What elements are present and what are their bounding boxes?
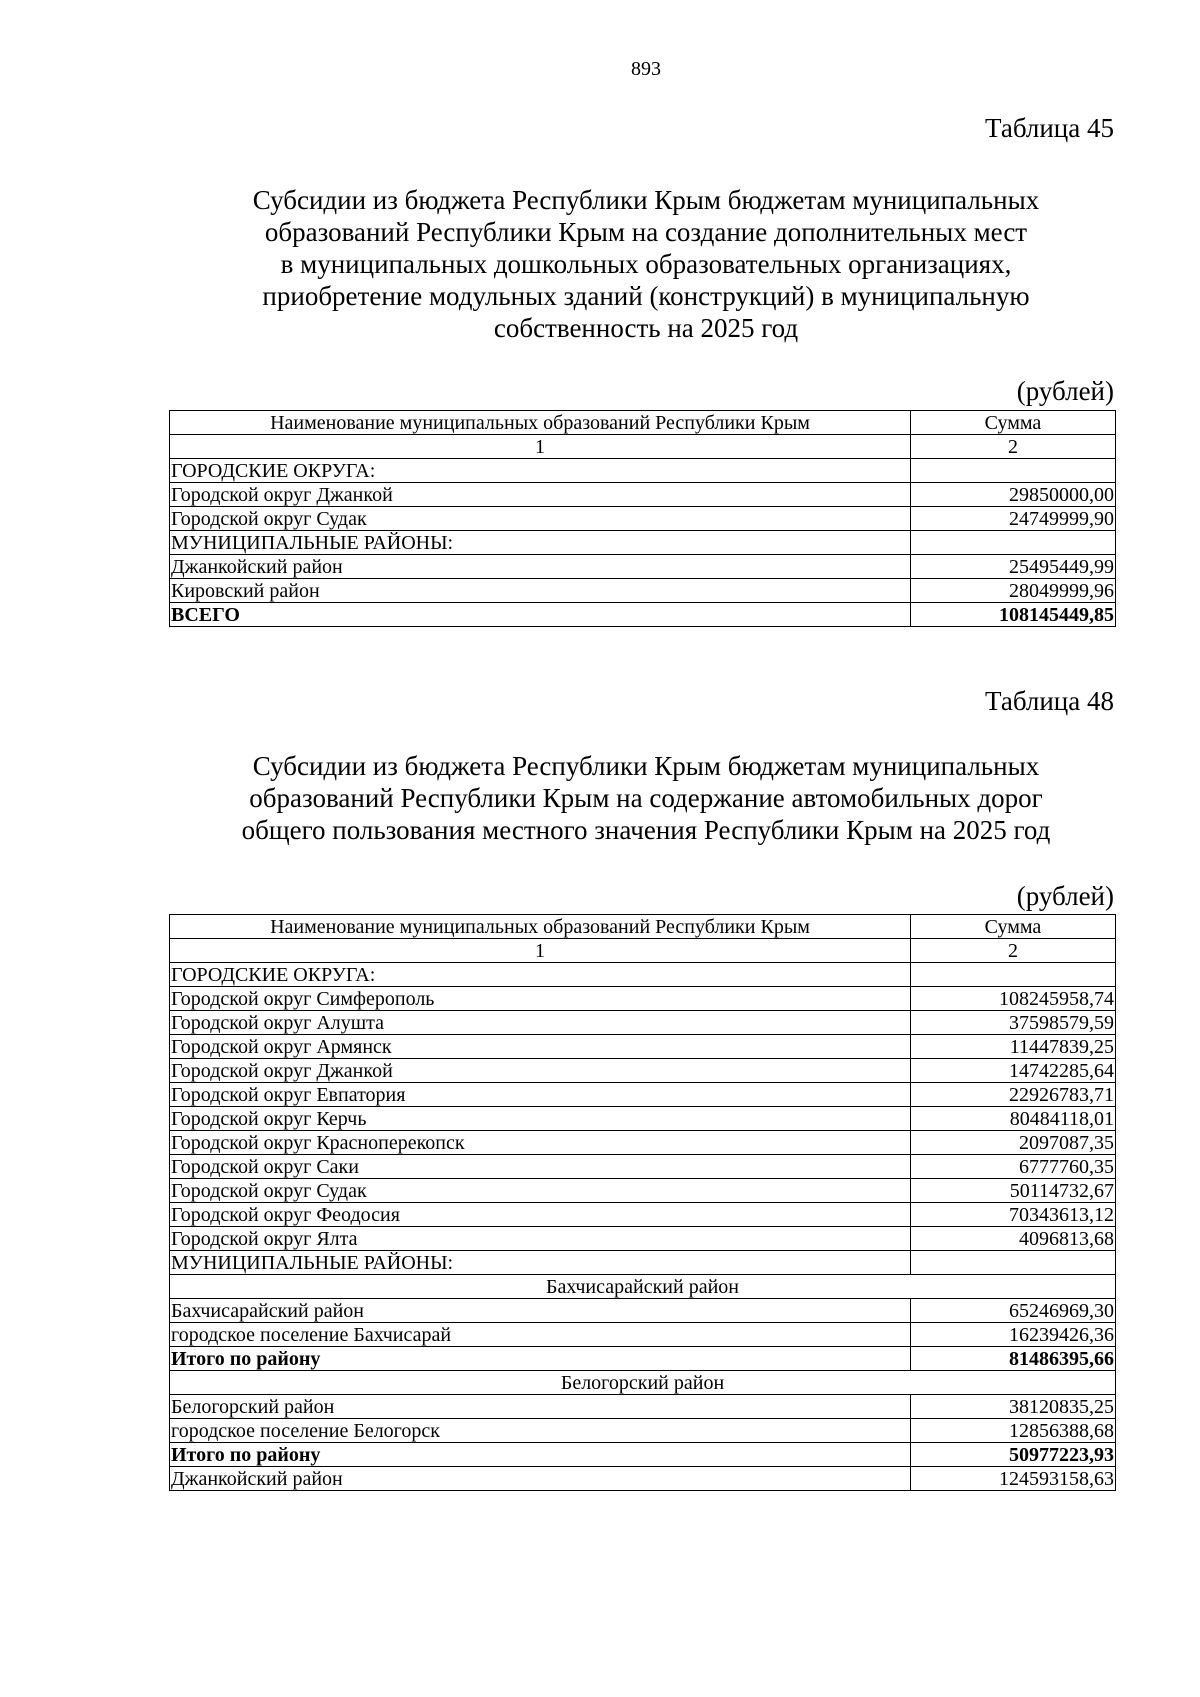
row-name: Городской округ Симферополь: [170, 987, 911, 1011]
table-row: [170, 483, 1116, 507]
column-number: 2: [911, 939, 1116, 963]
table-45-units: (рублей): [1016, 376, 1114, 406]
table-48-label: Таблица 48: [985, 686, 1114, 716]
table-45: [169, 410, 1116, 627]
total-row: [170, 603, 1116, 627]
row-name: Городской округ Джанкой: [170, 1059, 911, 1083]
row-name: городское поселение Белогорск: [170, 1419, 911, 1443]
district-total-row: [170, 1443, 1116, 1467]
header-sum: Сумма: [911, 915, 1116, 939]
district-heading: Бахчисарайский район: [170, 1275, 1116, 1299]
section-heading: МУНИЦИПАЛЬНЫЕ РАЙОНЫ:: [170, 1251, 911, 1275]
table-row: [170, 459, 1116, 483]
title-line: образований Республики Крым на создание дополнительных мест: [264, 217, 1028, 247]
row-sum: 124593158,63: [911, 1467, 1116, 1491]
row-sum: 108245958,74: [911, 987, 1116, 1011]
row-sum: 80484118,01: [911, 1107, 1116, 1131]
title-line: в муниципальных дошкольных образовательных организациях,: [280, 249, 1012, 279]
row-sum: 4096813,68: [911, 1227, 1116, 1251]
row-sum: 65246969,30: [911, 1299, 1116, 1323]
row-name: Джанкойский район: [170, 555, 911, 579]
table-row: [170, 1203, 1116, 1227]
table-row: [170, 555, 1116, 579]
district-heading-row: [170, 1275, 1116, 1299]
table-45-label: Таблица 45: [985, 113, 1114, 143]
row-sum: 14742285,64: [911, 1059, 1116, 1083]
row-name: Городской округ Керчь: [170, 1107, 911, 1131]
district-total-row: [170, 1347, 1116, 1371]
title-line: Субсидии из бюджета Республики Крым бюджетам муниципальных: [252, 751, 1040, 781]
row-name: Городской округ Судак: [170, 1179, 911, 1203]
total-label: Итого по району: [170, 1347, 911, 1371]
page-number: 893: [631, 58, 661, 80]
column-number: 1: [170, 939, 911, 963]
title-line: приобретение модульных зданий (конструкций) в муниципальную: [262, 281, 1030, 311]
column-number: 2: [911, 435, 1116, 459]
table-row: [170, 1059, 1116, 1083]
total-sum: 108145449,85: [911, 603, 1116, 627]
total-label: Итого по району: [170, 1443, 911, 1467]
table-row: [170, 1323, 1116, 1347]
row-sum: 28049999,96: [911, 579, 1116, 603]
row-name: Городской округ Джанкой: [170, 483, 911, 507]
column-number: 1: [170, 435, 911, 459]
column-numbering-row: [170, 939, 1116, 963]
row-sum: 24749999,90: [911, 507, 1116, 531]
row-name: Белогорский район: [170, 1395, 911, 1419]
table-row: [170, 1419, 1116, 1443]
row-name: Городской округ Ялта: [170, 1227, 911, 1251]
table-header-row: [170, 915, 1116, 939]
row-name: Городской округ Саки: [170, 1155, 911, 1179]
empty-cell: [911, 1251, 1116, 1275]
table-48-title: [168, 750, 1124, 846]
row-sum: 29850000,00: [911, 483, 1116, 507]
row-sum: 22926783,71: [911, 1083, 1116, 1107]
header-name: Наименование муниципальных образований Республики Крым: [170, 915, 911, 939]
row-sum: 6777760,35: [911, 1155, 1116, 1179]
empty-cell: [911, 963, 1116, 987]
row-name: Городской округ Красноперекопск: [170, 1131, 911, 1155]
table-row: [170, 579, 1116, 603]
row-name: Кировский район: [170, 579, 911, 603]
table-row: [170, 1299, 1116, 1323]
table-row: [170, 1155, 1116, 1179]
row-name: Городской округ Евпатория: [170, 1083, 911, 1107]
row-name: Городской округ Судак: [170, 507, 911, 531]
row-name: Городской округ Армянск: [170, 1035, 911, 1059]
total-label: ВСЕГО: [170, 603, 911, 627]
row-name: городское поселение Бахчисарай: [170, 1323, 911, 1347]
section-heading: ГОРОДСКИЕ ОКРУГА:: [170, 963, 911, 987]
table-row: [170, 1467, 1116, 1491]
table-row: [170, 1227, 1116, 1251]
row-sum: 12856388,68: [911, 1419, 1116, 1443]
table-45-title: [168, 184, 1124, 344]
table-48: [169, 914, 1116, 1491]
total-sum: 50977223,93: [911, 1443, 1116, 1467]
table-row: [170, 1131, 1116, 1155]
row-name: Джанкойский район: [170, 1467, 911, 1491]
header-name: Наименование муниципальных образований Республики Крым: [170, 411, 911, 435]
row-sum: 2097087,35: [911, 1131, 1116, 1155]
row-sum: 11447839,25: [911, 1035, 1116, 1059]
row-sum: 25495449,99: [911, 555, 1116, 579]
row-sum: [911, 531, 1116, 555]
title-line: общего пользования местного значения Республики Крым на 2025 год: [241, 815, 1051, 845]
table-row: [170, 987, 1116, 1011]
row-name: МУНИЦИПАЛЬНЫЕ РАЙОНЫ:: [170, 531, 911, 555]
title-line: образований Республики Крым на содержание автомобильных дорог: [249, 783, 1043, 813]
table-row: [170, 531, 1116, 555]
district-heading: Белогорский район: [170, 1371, 1116, 1395]
row-sum: 50114732,67: [911, 1179, 1116, 1203]
table-row: [170, 507, 1116, 531]
table-header-row: [170, 411, 1116, 435]
section-row: [170, 963, 1116, 987]
column-numbering-row: [170, 435, 1116, 459]
row-sum: 38120835,25: [911, 1395, 1116, 1419]
title-line: собственность на 2025 год: [493, 313, 799, 343]
row-name: Городской округ Феодосия: [170, 1203, 911, 1227]
table-row: [170, 1083, 1116, 1107]
table-48-units: (рублей): [1016, 881, 1114, 911]
district-heading-row: [170, 1371, 1116, 1395]
row-sum: [911, 459, 1116, 483]
row-name: ГОРОДСКИЕ ОКРУГА:: [170, 459, 911, 483]
row-name: Бахчисарайский район: [170, 1299, 911, 1323]
table-row: [170, 1011, 1116, 1035]
row-name: Городской округ Алушта: [170, 1011, 911, 1035]
row-sum: 70343613,12: [911, 1203, 1116, 1227]
total-sum: 81486395,66: [911, 1347, 1116, 1371]
section-row: [170, 1251, 1116, 1275]
row-sum: 37598579,59: [911, 1011, 1116, 1035]
title-line: Субсидии из бюджета Республики Крым бюджетам муниципальных: [252, 185, 1040, 215]
row-sum: 16239426,36: [911, 1323, 1116, 1347]
table-row: [170, 1179, 1116, 1203]
header-sum: Сумма: [911, 411, 1116, 435]
table-row: [170, 1395, 1116, 1419]
table-row: [170, 1107, 1116, 1131]
table-row: [170, 1035, 1116, 1059]
